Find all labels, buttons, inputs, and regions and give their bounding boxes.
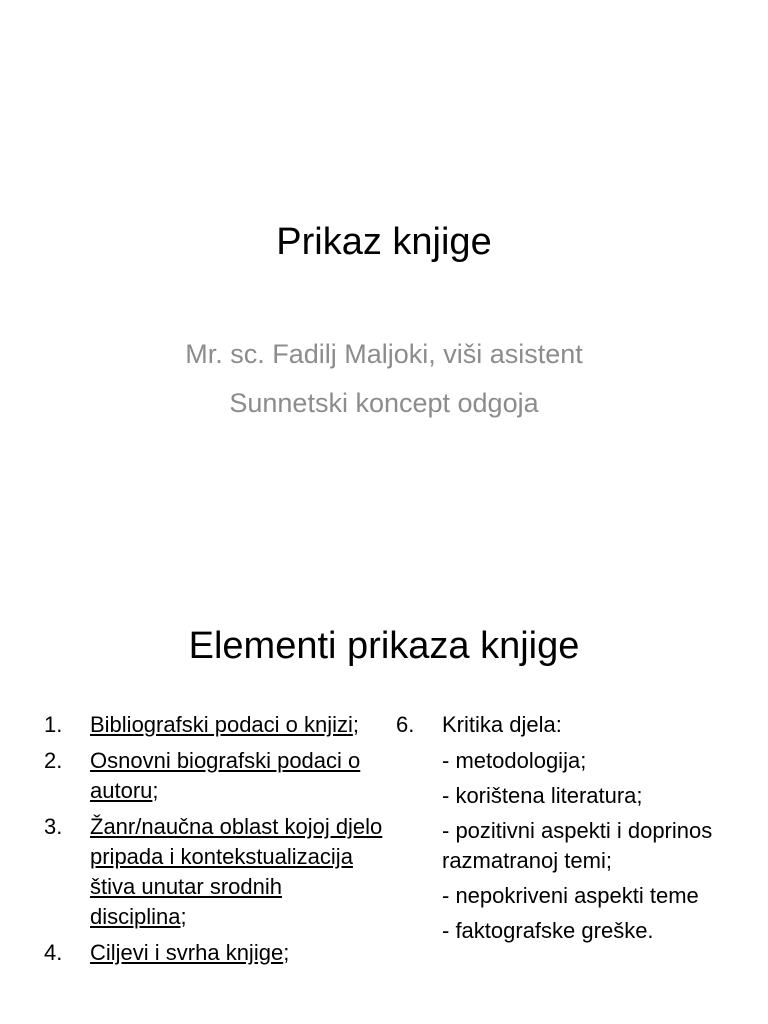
list-item bbox=[44, 812, 384, 932]
list-item-link[interactable]: Ciljevi i svrha knjige bbox=[90, 940, 284, 965]
left-list bbox=[44, 710, 384, 974]
list-item bbox=[44, 710, 384, 740]
list-item-link[interactable]: Žanr/naučna oblast kojoj djelo pripada i kontekstualizacija štiva unutar srodnih disciplina bbox=[90, 814, 383, 929]
list-item-suffix: ; bbox=[180, 904, 187, 929]
list-item-number: 2. bbox=[44, 748, 63, 773]
subtitle-author: Mr. sc. Fadilj Maljoki, viši asistent bbox=[185, 339, 583, 369]
sub-item-positive: - pozitivni aspekti i doprinos razmatranoj temi; bbox=[442, 818, 713, 873]
list-item-number: 1. bbox=[44, 712, 63, 737]
list-item-link[interactable]: Osnovni biografski podaci o autoru bbox=[90, 748, 361, 803]
sub-item-uncovered: - nepokriveni aspekti teme bbox=[442, 883, 699, 908]
sub-item-errors: - faktografske greške. bbox=[442, 918, 654, 943]
list-item-suffix: ; bbox=[352, 712, 360, 737]
sub-list bbox=[396, 746, 726, 946]
list-item bbox=[44, 746, 384, 806]
list-item-suffix: ; bbox=[152, 778, 159, 803]
list-item-text: Kritika djela: bbox=[442, 712, 562, 737]
list-item bbox=[44, 938, 384, 968]
sub-item-methodology: - metodologija; bbox=[442, 748, 587, 773]
content-slide bbox=[0, 576, 768, 1024]
list-item-link[interactable]: Bibliografski podaci o knjizi bbox=[90, 712, 353, 737]
slide-title: Prikaz knjige bbox=[276, 221, 492, 263]
content-slide-title: Elementi prikaza knjige bbox=[188, 625, 580, 667]
list-item-number: 6. bbox=[396, 712, 415, 737]
list-item-suffix: ; bbox=[283, 940, 290, 965]
list-item-number: 4. bbox=[44, 940, 63, 965]
slide-subtitle bbox=[0, 330, 768, 428]
subtitle-course: Sunnetski koncept odgoja bbox=[229, 388, 539, 418]
sub-item-literature: - korištena literatura; bbox=[442, 783, 643, 808]
list-item-number: 3. bbox=[44, 814, 63, 839]
right-list bbox=[396, 710, 726, 951]
list-item bbox=[396, 710, 726, 740]
